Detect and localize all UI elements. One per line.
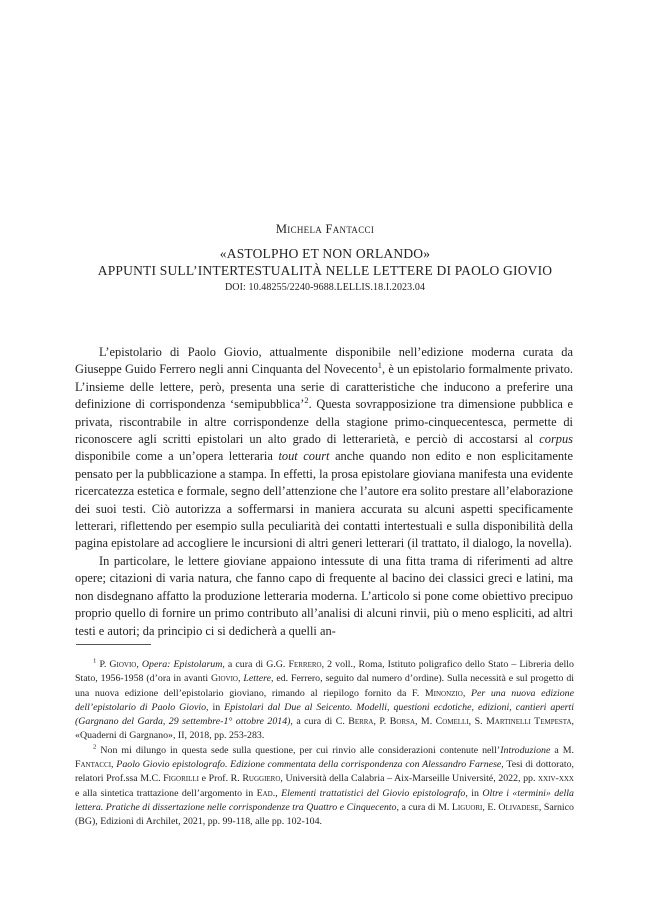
footnote-2-number: 2 bbox=[93, 743, 97, 751]
fn2-s2: a M. bbox=[550, 744, 574, 756]
fn2-s1: Non mi dilungo in questa sede sulla questione, per cui rinvio alle considerazioni contenute nell’ bbox=[96, 744, 501, 756]
fn1-giovio: Giovio bbox=[109, 659, 137, 670]
fn1-comelli: Comelli bbox=[435, 716, 469, 728]
fn1-martinelli: Martinelli Tempesta bbox=[485, 716, 572, 728]
fn2-s6: , Università della Calabria – Aix-Marseille Université, 2022, pp. bbox=[280, 773, 539, 785]
footnote-separator bbox=[76, 644, 151, 645]
fn2-olivadese: Olivadese bbox=[498, 801, 539, 813]
fn2-s12: , Sarnico (BG), Edizioni di Archilet, 2021, pp. 99-118, alle pp. 102-104. bbox=[75, 801, 574, 828]
p1-text-e: anche quando non edito e non esplicitamente pensato per la pubblicazione a stampa. In effetti, la prosa epistolare gioviana manifesta una evidente ricercatezza estetica e formale, segno dell’attenzione che l’autore era solito prestare all’elaborazione dei suoi testi. Ciò autorizza a soffermarsi in maniera accurata su alcuni aspetti specificamente letterari, riflettendo per esempio sulla peculiarità dei contatti intertestuali e sulla disponibilità della pagina epistolare ad accogliere le incursioni di altri generi letterari (il trattato, il dialogo, la novella). bbox=[75, 449, 574, 551]
fn2-oltre: Oltre i «termini» della lettera. Pratiche di dissertazione nelle corrispondenze tra Quattro e Cinquecento bbox=[75, 787, 574, 813]
fn1-s11: , M. bbox=[415, 716, 436, 728]
fn1-opera: Opera: Epistolarum bbox=[141, 659, 223, 670]
fn2-s11: , E. bbox=[482, 801, 499, 813]
fn1-minonzio: Minonzio bbox=[424, 687, 463, 699]
title-line-2: APPUNTI SULL’INTERTESTUALITÀ NELLE LETTERE DI PAOLO GIOVIO bbox=[97, 263, 553, 278]
fn2-figorilli: Figorilli bbox=[163, 773, 199, 785]
fn2-ruggiero: Ruggiero bbox=[242, 773, 281, 785]
paragraph-2: In particolare, le lettere gioviane appaiono intessute di una fitta trama di riferimenti ad altre opere; citazioni di varia natura, che fanno capo di frequente al bacino dei classici greci e latini, ma non disdegnano affatto la produzione letteraria moderna. L’articolo si pone come obiettivo precipuo proprio quello di fornire un primo contributo all’analisi di alcuni rinvii, più o meno espliciti, ad altri testi e autori; da principio ci si dedicherà a quelli an- bbox=[75, 553, 573, 638]
p1-text-b: , è un epistolario formalmente privato. L’insieme delle lettere, però, presenta una serie di caratteristiche che inducono a preferire una definizione di corrispondenza ‘semipubblica’ bbox=[75, 362, 573, 412]
fn2-s3: , bbox=[111, 759, 117, 771]
fn1-s13: , «Quaderni di Gargnano», II, 2018, pp. 253-283. bbox=[75, 716, 574, 742]
p1-text-d: disponibile come a un’opera letteraria bbox=[75, 449, 279, 464]
p1-text-a: L’epistolario di Paolo Giovio, attualmente disponibile nell’edizione moderna curata da Giuseppe Guido Ferrero negli anni Cinquanta del Novecento bbox=[75, 345, 573, 377]
fn1-s4: , 2 voll., Roma, Istituto poligrafico dello Stato – Libreria dello Stato, 1956-1958 (d’ora in avanti bbox=[75, 659, 574, 685]
fn1-s8: , in bbox=[206, 701, 225, 713]
fn1-s3: , a cura di G.G. bbox=[222, 659, 289, 670]
body-text bbox=[75, 344, 573, 640]
p1-text-c: . Questa sovrapposizione tra dimensione pubblica e privata, riscontrabile in altre corrispondenze della stagione primo-cinquecentesca, permette di riconoscere agli scritti epistolari un alto grado di letterarietà, e perciò di accostarsi al bbox=[75, 397, 573, 447]
fn2-s10: , a cura di M. bbox=[396, 801, 452, 813]
fn1-borsa: Borsa bbox=[389, 716, 415, 728]
fn2-pages-roman: xxiv-xxx bbox=[538, 773, 574, 785]
fn2-fantacci: Fantacci bbox=[75, 759, 112, 771]
footnote-ref-2[interactable]: 2 bbox=[304, 395, 309, 406]
fn2-paolo: Paolo Giovio epistolografo. Edizione commentata della corrispondenza con Alessandro Farnese bbox=[116, 759, 502, 771]
footnote-1-number: 1 bbox=[93, 657, 97, 665]
fn1-s10: , P. bbox=[373, 716, 390, 728]
footnotes bbox=[75, 658, 574, 830]
fn1-epistolari: Epistolari dal Due al Seicento. Modelli, questioni ecdotiche, edizioni, cantieri aperti (Gargnano del Garda, 29 settembre-1° ottobre 2014) bbox=[75, 701, 574, 728]
footnote-ref-1[interactable]: 1 bbox=[377, 360, 382, 371]
fn1-s2: , bbox=[136, 659, 142, 670]
fn1-ferrero: Ferrero bbox=[288, 659, 322, 670]
fn1-giovio-2: Giovio bbox=[211, 673, 238, 685]
fn1-s5: , bbox=[237, 673, 244, 685]
fn1-berra: Berra bbox=[348, 716, 374, 728]
fn2-ead: Ead. bbox=[256, 787, 276, 799]
fn2-elementi: Elementi trattatistici del Giovio epistolografo bbox=[281, 787, 466, 799]
p1-italic-tout-court: tout court bbox=[278, 449, 330, 464]
paragraph-1 bbox=[75, 344, 573, 553]
fn2-liguori: Liguori bbox=[451, 801, 483, 813]
fn1-s7: , bbox=[462, 687, 471, 699]
fn1-s9: , a cura di C. bbox=[290, 716, 349, 728]
p1-italic-corpus: corpus bbox=[539, 432, 573, 447]
article-title bbox=[0, 245, 650, 295]
doi: DOI: 10.48255/2240-9688.LELLIS.18.I.2023.04 bbox=[224, 282, 426, 293]
fn2-s5: e Prof. R. bbox=[199, 773, 243, 785]
fn1-s12: , S. bbox=[468, 716, 486, 728]
footnote-1 bbox=[75, 658, 574, 744]
fn1-lettere: Lettere bbox=[243, 673, 271, 685]
fn2-s7: e alla sintetica trattazione dell’argomento in bbox=[75, 787, 257, 799]
author-name: Michela Fantacci bbox=[275, 222, 375, 236]
fn2-intro: Introduzione bbox=[500, 744, 551, 756]
fn1-s6: , ed. Ferrero, seguito dal numero d’ordine). Sulla necessità e sul progetto di una nuova edizione dell’epistolario gioviano, rimando al riepilogo fornito da F. bbox=[75, 673, 574, 699]
footnote-2 bbox=[75, 744, 574, 830]
fn2-s4: , Tesi di dottorato, relatori Prof.ssa M.C. bbox=[75, 759, 574, 785]
fn2-s9: , in bbox=[465, 787, 483, 799]
fn1-per-una: Per una nuova edizione dell’epistolario di Paolo Giovio bbox=[75, 687, 574, 713]
fn2-s8: , bbox=[275, 787, 282, 799]
fn1-s1: P. bbox=[96, 659, 110, 670]
title-line-1: «ASTOLPHO ET NON ORLANDO» bbox=[219, 246, 431, 261]
